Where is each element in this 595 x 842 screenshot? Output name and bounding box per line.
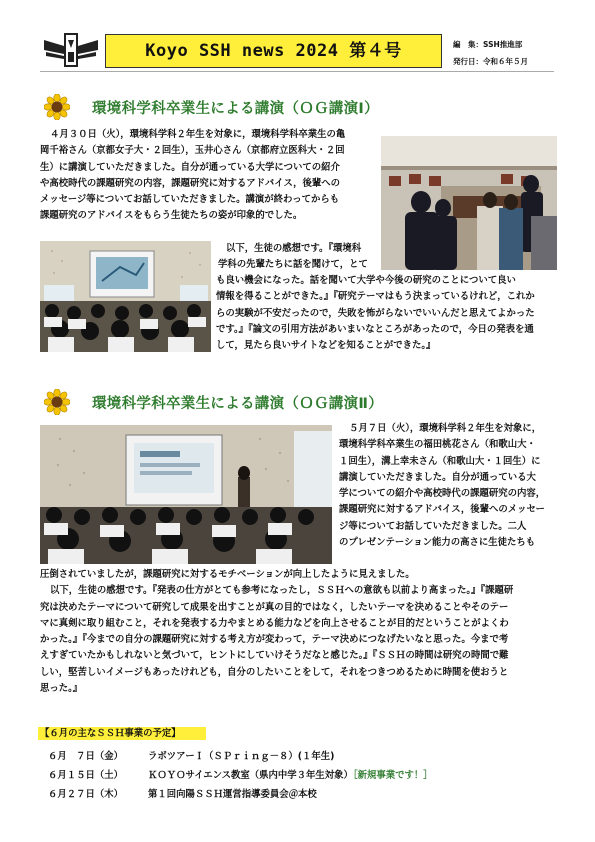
sunflower-icon: [44, 389, 70, 415]
schedule-item: [38, 748, 334, 762]
text-line: ５月７日（火），環境科学科２年生を対象に，: [349, 423, 542, 434]
school-emblem-icon: [42, 32, 100, 68]
text-line: メッセージ等についてお話していただきました。講演が終わってからも: [40, 194, 340, 206]
text-line: 圧倒されていましたが，課題研究に対するモチベーションが向上したように見えました。: [40, 569, 415, 580]
schedule-date: ６月 ７日（金）: [48, 751, 124, 762]
section2-impressions: [40, 567, 560, 697]
section1-title: 環境科学科卒業生による講演（ＯＧ講演Ⅰ）: [92, 101, 379, 117]
text-line: して，見たら良いサイトなどを知ることができた。』: [216, 340, 436, 352]
schedule-date: ６月２７日（木）: [48, 789, 124, 800]
section2-title: 環境科学科卒業生による講演（ＯＧ講演Ⅱ）: [92, 396, 384, 412]
text-line: 課題研究に対するアドバイス，後輩へのメッセー: [339, 504, 545, 516]
text-line: 生）に講演していただきました。自分が通っている大学についての紹介: [40, 161, 340, 173]
text-line: 環境科学科卒業生の福田桃花さん（和歌山大・: [339, 439, 536, 451]
text-line: です。』『論文の引用方法があいまいなところがあったので，今日の発表を通: [216, 323, 534, 335]
schedule-date: ６月１５日（土）: [48, 770, 124, 781]
text-line: 情報を得ることができた。』『研究テーマはもう決まっているけれど，これか: [216, 291, 535, 303]
schedule-text: ＫＯＹＯサイエンス教室（県内中学３年生対象）: [148, 770, 353, 781]
header-divider: [40, 71, 554, 72]
text-line: らの実験が不安だったので，失敗を怖がらないでいいんだと思えてよかった: [216, 307, 535, 319]
new-event-note: ［新規事業です！］: [352, 770, 433, 781]
section1-impressions-part2: [216, 273, 560, 354]
photo-lecture-room-1: [40, 241, 211, 352]
text-line: 究は決めたテーマについて研究して成果を出すことが真の目的ではなく，したいテーマを決めることやそのテー: [40, 601, 509, 613]
schedule-heading: 【６月の主なＳＳＨ事業の予定】: [38, 727, 206, 740]
text-line: 課題研究のアドバイスをもらう生徒たちの姿が印象的でした。: [40, 210, 303, 222]
text-line: 学についての紹介や高校時代の課題研究の内容，: [339, 488, 546, 500]
text-line: 岡千裕さん（京都女子大・２回生），玉井心さん（京都府立医科大・２回: [40, 145, 345, 157]
text-line: 講演していただきました。自分が通っている大: [339, 471, 536, 483]
schedule-text: 第１回向陽ＳＳＨ運営指導委員会＠本校: [148, 789, 317, 800]
text-line: や高校時代の課題研究の内容，課題研究に対するアドバイス，後輩への: [40, 177, 341, 189]
text-line: えすぎていたかもしれないと気づいて，ヒントにしていけそうだなと感じた。』『ＳＳＨの時間は研究の時間で難: [40, 650, 509, 662]
newsletter-title: Koyo SSH news 2024 第４号: [105, 34, 442, 68]
issue-date: 発行日：令和６年５月: [453, 57, 528, 66]
schedule-item: [38, 786, 317, 800]
section1-impressions-part1: [216, 241, 386, 274]
text-line: かった。』『今までの自分の課題研究に対する考え方が変わって，テーマ決めにつなげたいなと思った。今まで考: [40, 634, 509, 646]
text-line: ジ等についてお話していただきました。二人: [339, 520, 527, 532]
text-line: １回生），溝上幸未さん（和歌山大・１回生）に: [339, 455, 541, 467]
text-line: マに真剣に取り組むこと，それを発表する力やまとめる能力などを向上させることが目的だということがよくわ: [40, 617, 509, 629]
text-line: 以下，生徒の感想です。『発表の仕方がとても参考になったし，ＳＳＨへの意欲も以前より高まった。』『課題研: [50, 585, 514, 597]
editor-label: 編 集：SSH推進部: [453, 40, 523, 49]
text-line: 学科の先輩たちに話を聞けて，とて: [218, 259, 368, 271]
text-line: 以下，生徒の感想です。『環境科: [226, 243, 362, 254]
text-line: も良い機会になった。話を聞いて大学や今後の研究のことについて良い: [216, 275, 516, 286]
text-line: 思った。』: [40, 683, 83, 695]
sunflower-icon: [44, 94, 70, 120]
section1-intro: [40, 127, 376, 225]
text-line: のプレゼンテーション能力の高さに生徒たちも: [339, 537, 536, 549]
schedule-item: [38, 767, 433, 781]
section2-intro: [339, 421, 565, 551]
photo-lecture-room-2: [40, 425, 332, 564]
text-line: しい，堅苦しいイメージもあったけれども，自分のしたいことをして，それをつきつめるために時間を使おうと: [40, 666, 509, 678]
text-line: ４月３０日（火），環境科学科２年生を対象に，環境科学科卒業生の亀: [50, 129, 346, 140]
schedule-text: ラボツアーＩ（ＳＰｒｉｎｇ－８）(１年生): [148, 751, 335, 762]
photo-students-consulting: [381, 136, 557, 270]
